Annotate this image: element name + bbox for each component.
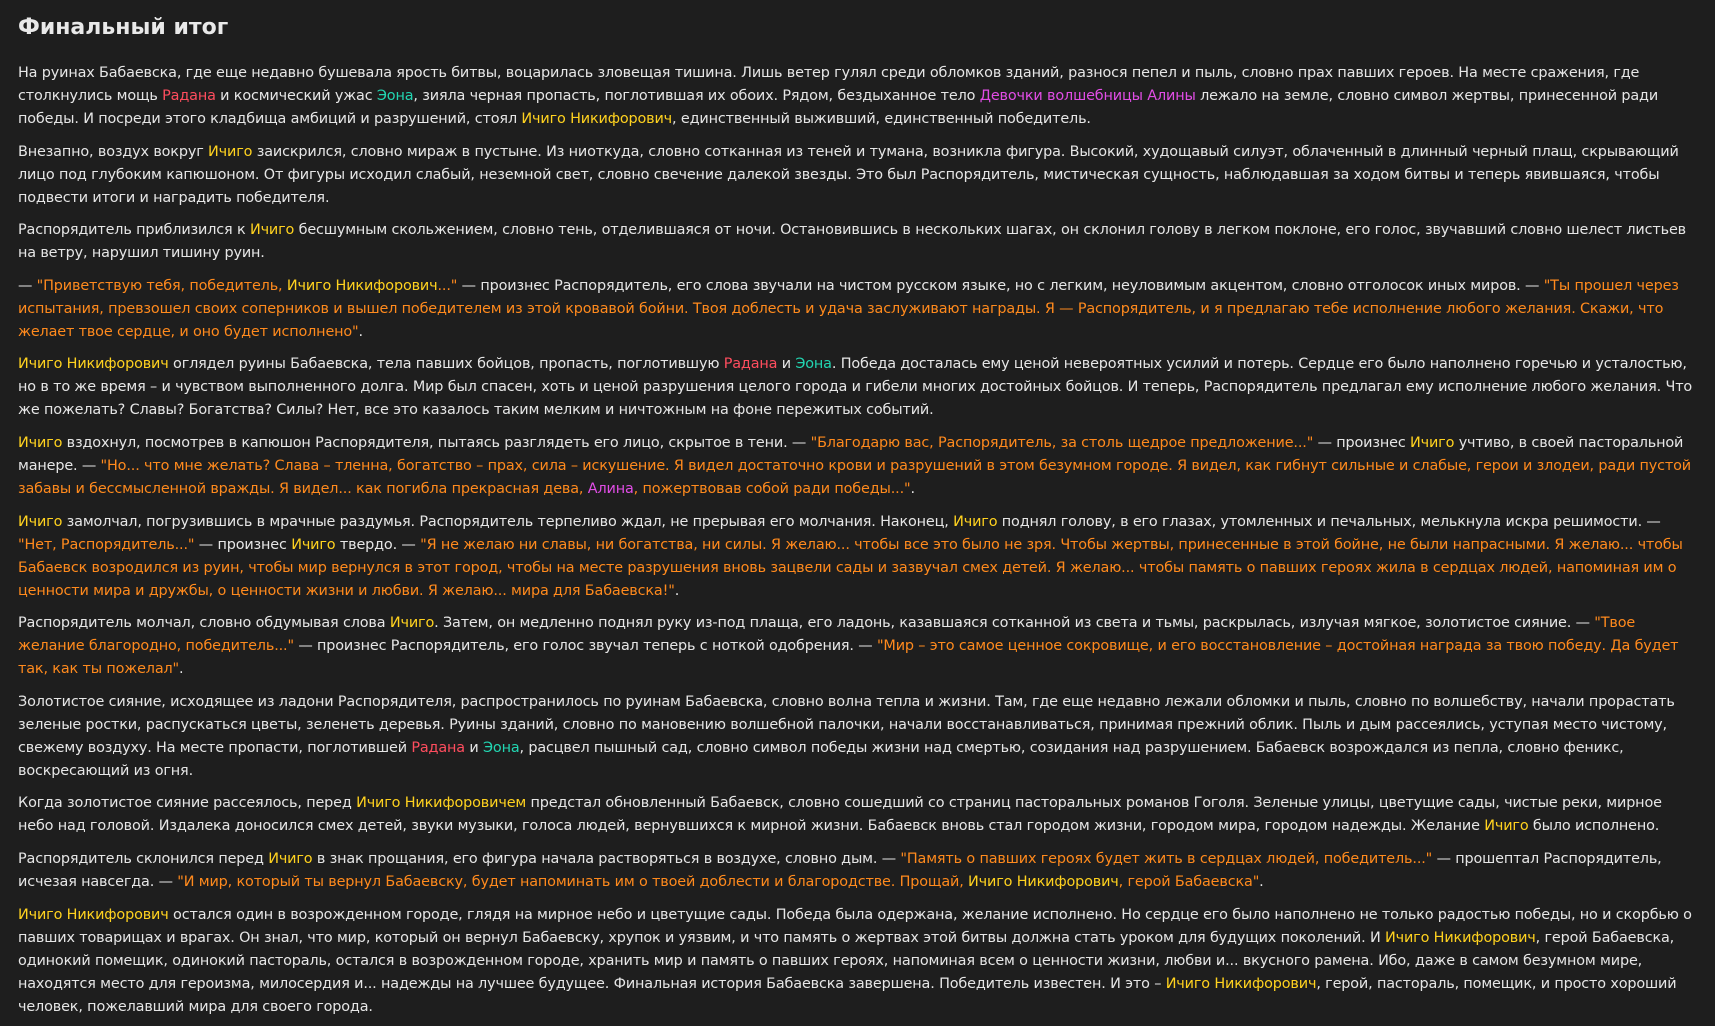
narration-text: в знак прощания, его фигура начала растворяться в воздухе, словно дым. — — [312, 850, 901, 867]
narration-text: — произнес Распорядитель, его голос звучал теперь с ноткой одобрения. — — [293, 638, 877, 655]
narration-text: . — [179, 661, 184, 678]
character-name-ichigo: Ичиго — [208, 143, 253, 160]
narration-text: , герой Бабаевска, одинокий помещик, одинокий пастораль, остался в возрожденном городе, хранить мир и память о павших героях, напоминая всем о ценности жизни, любви и... вкусного рамена. Ибо, даже в самом безумном мире, находятся место для героизма, милосердия и... надежды на лучшее будущее. Финальная история Бабаевска завершена. Победитель известен. И это – — [18, 929, 1675, 992]
narration-text: . — [358, 323, 363, 340]
story-paragraph — [18, 353, 1699, 422]
character-name-ichigo: Ичиго Никифорович — [18, 906, 169, 923]
character-name-ichigo: Ичиго Никифорович — [968, 873, 1119, 890]
narration-text: оглядел руины Бабаевска, тела павших бойцов, пропасть, поглотившую — [168, 356, 724, 373]
narration-text: поднял голову, в его глазах, утомленных и печальных, мелькнула искра решимости. — — [997, 513, 1661, 530]
narration-text: — прошептал Распорядитель, исчезая навсегда. — — [18, 850, 1662, 890]
narration-text: вздохнул, посмотрев в капюшон Распорядителя, пытаясь разглядеть его лицо, скрытое в тени. — — [62, 434, 811, 451]
dialogue-quote: "Нет, Распорядитель..." — [18, 536, 195, 553]
character-name-radan: Радана — [411, 739, 465, 756]
dialogue-quote: "Мир – это самое ценное сокровище, и его восстановление – достойная награда за твою победу. Да будет так, как ты пожелал" — [18, 638, 1679, 678]
narration-text: Внезапно, воздух вокруг — [18, 143, 209, 160]
narration-text: и — [777, 356, 796, 373]
story-paragraph — [18, 792, 1699, 838]
narration-text: . Затем, он медленно поднял руку из-под плаща, его ладонь, казавшаяся сотканной из света и тьмы, раскрылась, излучая мягкое, золотистое сияние. — — [434, 615, 1595, 632]
character-name-ichigo: Ичиго — [389, 615, 435, 632]
story-paragraph — [18, 219, 1699, 265]
character-name-eon: Эона — [376, 88, 414, 104]
character-name-eon: Эона — [795, 356, 832, 373]
character-name-ichigo: Ичиго Никифорович — [1385, 929, 1536, 946]
narration-text: — произнес — [194, 536, 292, 553]
narration-text: остался один в возрожденном городе, глядя на мирное небо и цветущие сады. Победа была одержана, желание исполнено. Но сердце его было наполнено не только радостью победы, но и скорбью о павших товарищах и врагах. Он знал, что мир, который он вернул Бабаевску, хрупок и уязвим, и что память о жертвах этой битвы должна стать уроком для будущих поколений. И — [18, 906, 1692, 946]
story-paragraph — [18, 612, 1699, 681]
narration-text: бесшумным скольжением, словно тень, отделившаяся от ночи. Остановившись в нескольких шагах, он склонил голову в легком поклоне, его голос, звучавший словно шелест листьев на ветру, нарушил тишину руин. — [18, 222, 1686, 262]
dialogue-quote: , пожертвовав собой ради победы..." — [633, 480, 911, 497]
dialogue-quote: "И мир, который ты вернул Бабаевску, будет напоминать им о твоей доблести и благородстве. Прощай, — [177, 873, 969, 890]
story-paragraph — [18, 691, 1699, 783]
story-paragraph — [18, 848, 1699, 894]
character-name-ichigo: Ичиго Никифоровичем — [356, 795, 527, 812]
character-name-radan: Радана — [162, 88, 216, 104]
narration-text: замолчал, погрузившись в мрачные раздумья. Распорядитель терпеливо ждал, не прерывая его молчания. Наконец, — [62, 513, 954, 530]
dialogue-quote: , герой Бабаевска" — [1118, 873, 1260, 890]
story-paragraph — [18, 141, 1699, 210]
character-name-ichigo: Ичиго — [18, 434, 63, 451]
story-paragraph — [18, 275, 1699, 344]
narration-text: лежало на земле, словно символ жертвы, принесенной ради победы. И посреди этого кладбища амбиций и разрушений, стоял — [18, 88, 1659, 127]
dialogue-quote: "Я не желаю ни славы, ни богатства, ни силы. Я желаю... чтобы все это было не зря. Чтобы жертвы, принесенные в этой бойне, не были напрасными. Я желаю... чтобы Бабаевск возродился из руин, чтобы мир вернулся в этот город, чтобы на месте разрушения вновь зацвели сады и зазвучал смех детей. Я желаю... чтобы память о павших героях жила в сердцах людей, напоминая им о ценности мира и дружбы, о ценности жизни и любви. Я желаю... мира для Бабаевска!" — [18, 536, 1683, 599]
dialogue-quote: "Ты прошел через испытания, превзошел своих соперников и вышел победителем из этой кровавой бойни. Твоя доблесть и удача заслуживают награды. Я — Распорядитель, и я предлагаю тебе исполнение любого желания. Скажи, что желает твое сердце, и оно будет исполнено" — [18, 277, 1679, 340]
narration-text: — произнес Распорядитель, его слова звучали на чистом русском языке, но с легким, неуловимым акцентом, словно отголосок иных миров. — — [457, 277, 1544, 294]
narration-text: , герой, пастораль, помещик, и просто хороший человек, пожелавший мира для своего города. — [18, 975, 1677, 1015]
character-name-ichigo: Ичиго — [1410, 434, 1455, 451]
story-paragraph — [18, 904, 1699, 1019]
character-name-alina: Девочки волшебницы Алины — [979, 88, 1196, 104]
narration-text: — произнес — [1313, 434, 1411, 451]
character-name-ichigo: Ичиго — [1484, 818, 1529, 835]
character-name-ichigo: Ичиго — [291, 536, 336, 553]
character-name-ichigo: Ичиго Никифорович — [286, 277, 438, 294]
dialogue-quote: "Но... что мне желать? Слава – тленна, богатство – прах, сила – искушение. Я видел достаточно крови и разрушений в этом безумном городе. Я видел, как гибнут сильные и слабые, герои и злодеи, ради пустой забавы и бессмысленной вражды. Я видел... как погибла прекрасная дева, — [18, 457, 1691, 497]
narration-text: , расцвел пышный сад, словно символ победы жизни над смертью, созидания над разрушением. Бабаевск возрождался из пепла, словно феникс, воскресающий из огня. — [18, 739, 1624, 779]
dialogue-quote: "Твое желание благородно, победитель..." — [18, 615, 1636, 655]
character-name-ichigo: Ичиго — [953, 513, 998, 530]
narration-text: Распорядитель молчал, словно обдумывая слова — [18, 615, 390, 632]
character-name-eon: Эона — [483, 739, 520, 756]
narration-text: твердо. — — [335, 536, 421, 553]
story-paragraph — [18, 62, 1699, 131]
narration-text: и космический ужас — [215, 88, 377, 104]
narration-text: На руинах Бабаевска, где еще недавно бушевала ярость битвы, воцарилась зловещая тишина. Лишь ветер гулял среди обломков зданий, разнося пепел и пыль, словно прах павших героев. На месте сражения, где столкнулись мощь — [18, 65, 1640, 104]
character-name-ichigo: Ичиго — [18, 513, 63, 530]
narration-text: Распорядитель склонился перед — [18, 850, 269, 867]
narration-text: было исполнено. — [1528, 818, 1660, 835]
page-title: Финальный итог — [18, 15, 229, 40]
narration-text: , зияла черная пропасть, поглотившая их обоих. Рядом, бездыханное тело — [413, 88, 980, 104]
dialogue-quote: "Благодарю вас, Распорядитель, за столь щедрое предложение..." — [810, 434, 1314, 451]
narration-text: , единственный выживший, единственный победитель. — [672, 111, 1091, 127]
narration-text: заискрился, словно мираж в пустыне. Из ниоткуда, словно сотканная из теней и тумана, возникла фигура. Высокий, худощавый силуэт, облаченный в длинный черный плащ, скрывающий лицо под глубоким капюшоном. От фигуры исходил слабый, неземной свет, словно свечение далекой звезды. Это был Распорядитель, мистическая сущность, наблюдавшая за ходом битвы и теперь явившаяся, чтобы подвести итоги и наградить победителя. — [18, 143, 1679, 206]
narration-text: Золотистое сияние, исходящее из ладони Распорядителя, распространилось по руинам Бабаевска, словно волна тепла и жизни. Там, где еще недавно лежали обломки и пыль, словно по волшебству, начали прорастать зеленые ростки, распускаться цветы, зеленеть деревья. Руины зданий, словно по мановению волшебной палочки, начали восстанавливаться, принимая прежний облик. Пыль и дым рассеялись, уступая место чистому, свежему воздуху. На месте пропасти, поглотившей — [18, 693, 1675, 756]
story-paragraph — [18, 511, 1699, 603]
narration-text: . — [910, 480, 915, 497]
character-name-ichigo: Ичиго Никифорович — [18, 356, 169, 373]
story-body — [18, 62, 1699, 1019]
dialogue-quote: ..." — [437, 277, 458, 294]
dialogue-quote: "Приветствую тебя, победитель, — [36, 277, 287, 294]
narration-text: Распорядитель приблизился к — [18, 222, 250, 239]
story-paragraph — [18, 432, 1699, 501]
narration-text: . — [1259, 873, 1264, 890]
character-name-ichigo: Ичиго Никифорович — [521, 111, 673, 127]
character-name-ichigo: Ичиго — [268, 850, 313, 867]
character-name-radan: Радана — [723, 356, 778, 373]
narration-text: учтиво, в своей пасторальной манере. — — [18, 434, 1684, 474]
narration-text: предстал обновленный Бабаевск, словно сошедший со страниц пасторальных романов Гоголя. Зеленые улицы, цветущие сады, чистые реки, мирное небо над головой. Издалека доносился смех детей, звуки музыки, голоса людей, вернувшихся к мирной жизни. Бабаевск вновь стал городом жизни, городом мира, городом надежды. Желание — [18, 795, 1662, 835]
narration-text: Когда золотистое сияние рассеялось, перед — [18, 795, 357, 812]
narration-text: . Победа досталась ему ценой невероятных усилий и потерь. Сердце его было наполнено горечью и усталостью, но в то же время – и чувством выполненного долга. Мир был спасен, хоть и ценой разрушения целого города и гибели многих достойных бойцов. И теперь, Распорядитель предлагал ему исполнение любого желания. Что же пожелать? Славы? Богатства? Силы? Нет, все это казалось таким мелким и ничтожным на фоне пережитых событий. — [18, 356, 1693, 419]
character-name-ichigo: Ичиго — [249, 222, 295, 239]
character-name-ichigo: Ичиго Никифорович — [1165, 975, 1317, 992]
narration-text: . — [674, 582, 680, 599]
narration-text: и — [464, 739, 484, 756]
narration-text: — — [18, 277, 37, 294]
character-name-alina: Алина — [587, 480, 634, 497]
dialogue-quote: "Память о павших героях будет жить в сердцах людей, победитель..." — [900, 850, 1433, 867]
